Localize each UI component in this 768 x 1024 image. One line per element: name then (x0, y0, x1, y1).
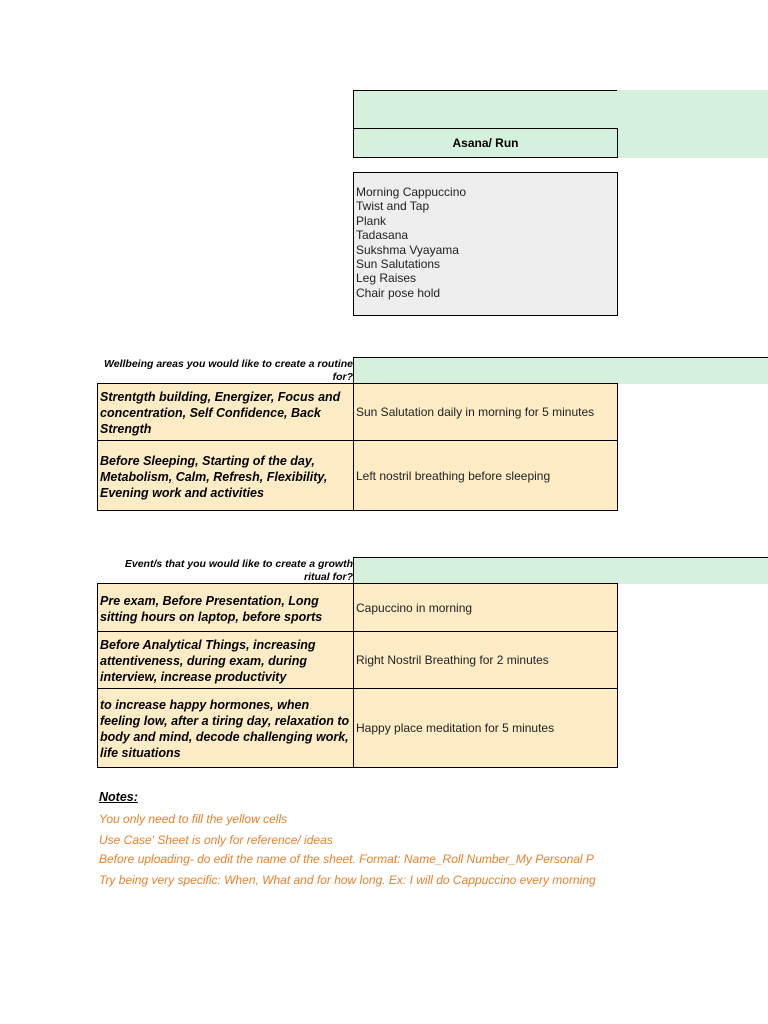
event-cell[interactable] (97, 631, 354, 689)
wellbeing-area-cell[interactable] (97, 383, 354, 441)
wellbeing-header-band (353, 357, 768, 384)
wellbeing-routine-text: Left nostril breathing before sleeping (356, 468, 551, 483)
events-label: Event/s that you would like to create a growth ritual for? (124, 558, 353, 583)
note-item: Try being very specific: When, What and for how long. Ex: I will do Cappuccino every morning (99, 873, 596, 887)
ritual-text: Capuccino in morning (356, 600, 473, 615)
ritual-cell[interactable] (353, 583, 618, 632)
asana-list (353, 172, 618, 316)
wellbeing-area-cell[interactable] (97, 440, 354, 511)
asana-item: Sun Salutations (356, 257, 441, 272)
notes-title: Notes: (99, 790, 138, 804)
wellbeing-area-text: Before Sleeping, Starting of the day, Metabolism, Calm, Refresh, Flexibility, Evening work and activities (100, 453, 328, 500)
asana-run-header-text: Asana/ Run (452, 136, 519, 150)
asana-item: Tadasana (356, 228, 409, 243)
ritual-text: Happy place meditation for 5 minutes (356, 721, 555, 735)
asana-item: Morning Cappuccino (356, 185, 467, 199)
asana-run-header (353, 128, 618, 158)
header-extension-cell (617, 90, 768, 158)
wellbeing-routine-cell[interactable] (353, 440, 618, 511)
ritual-cell[interactable] (353, 631, 618, 689)
note-item: Before uploading- do edit the name of the sheet. Format: Name_Roll Number_My Personal P (99, 852, 594, 866)
wellbeing-label: Wellbeing areas you would like to create a routine for? (104, 358, 353, 383)
event-text: Before Analytical Things, increasing attentiveness, during exam, during interview, increase productivity (100, 638, 316, 684)
asana-item: Chair pose hold (356, 285, 441, 300)
ritual-text: Right Nostril Breathing for 2 minutes (356, 653, 549, 667)
wellbeing-area-text: Strentgth building, Energizer, Focus and concentration, Self Confidence, Back Strength (100, 390, 341, 436)
wellbeing-routine-text: Sun Salutation daily in morning for 5 minutes (356, 405, 595, 419)
asana-item: Sukshma Vyayama (356, 242, 459, 257)
wellbeing-routine-cell[interactable] (353, 383, 618, 441)
event-cell[interactable] (97, 583, 354, 632)
note-item: Use Case' Sheet is only for reference/ ideas (99, 833, 333, 847)
event-text: Pre exam, Before Presentation, Long sitting hours on laptop, before sports (100, 593, 323, 624)
note-item: You only need to fill the yellow cells (99, 812, 288, 826)
events-header-band (353, 557, 768, 584)
asana-item: Leg Raises (356, 271, 417, 286)
header-spacer-cell (353, 90, 618, 129)
asana-item: Twist and Tap (356, 199, 430, 214)
event-cell[interactable] (97, 688, 354, 768)
asana-item: Plank (356, 213, 387, 228)
ritual-cell[interactable] (353, 688, 618, 768)
event-text: to increase happy hormones, when feeling low, after a tiring day, relaxation to body and mind, decode challenging work, life situations (100, 698, 350, 760)
